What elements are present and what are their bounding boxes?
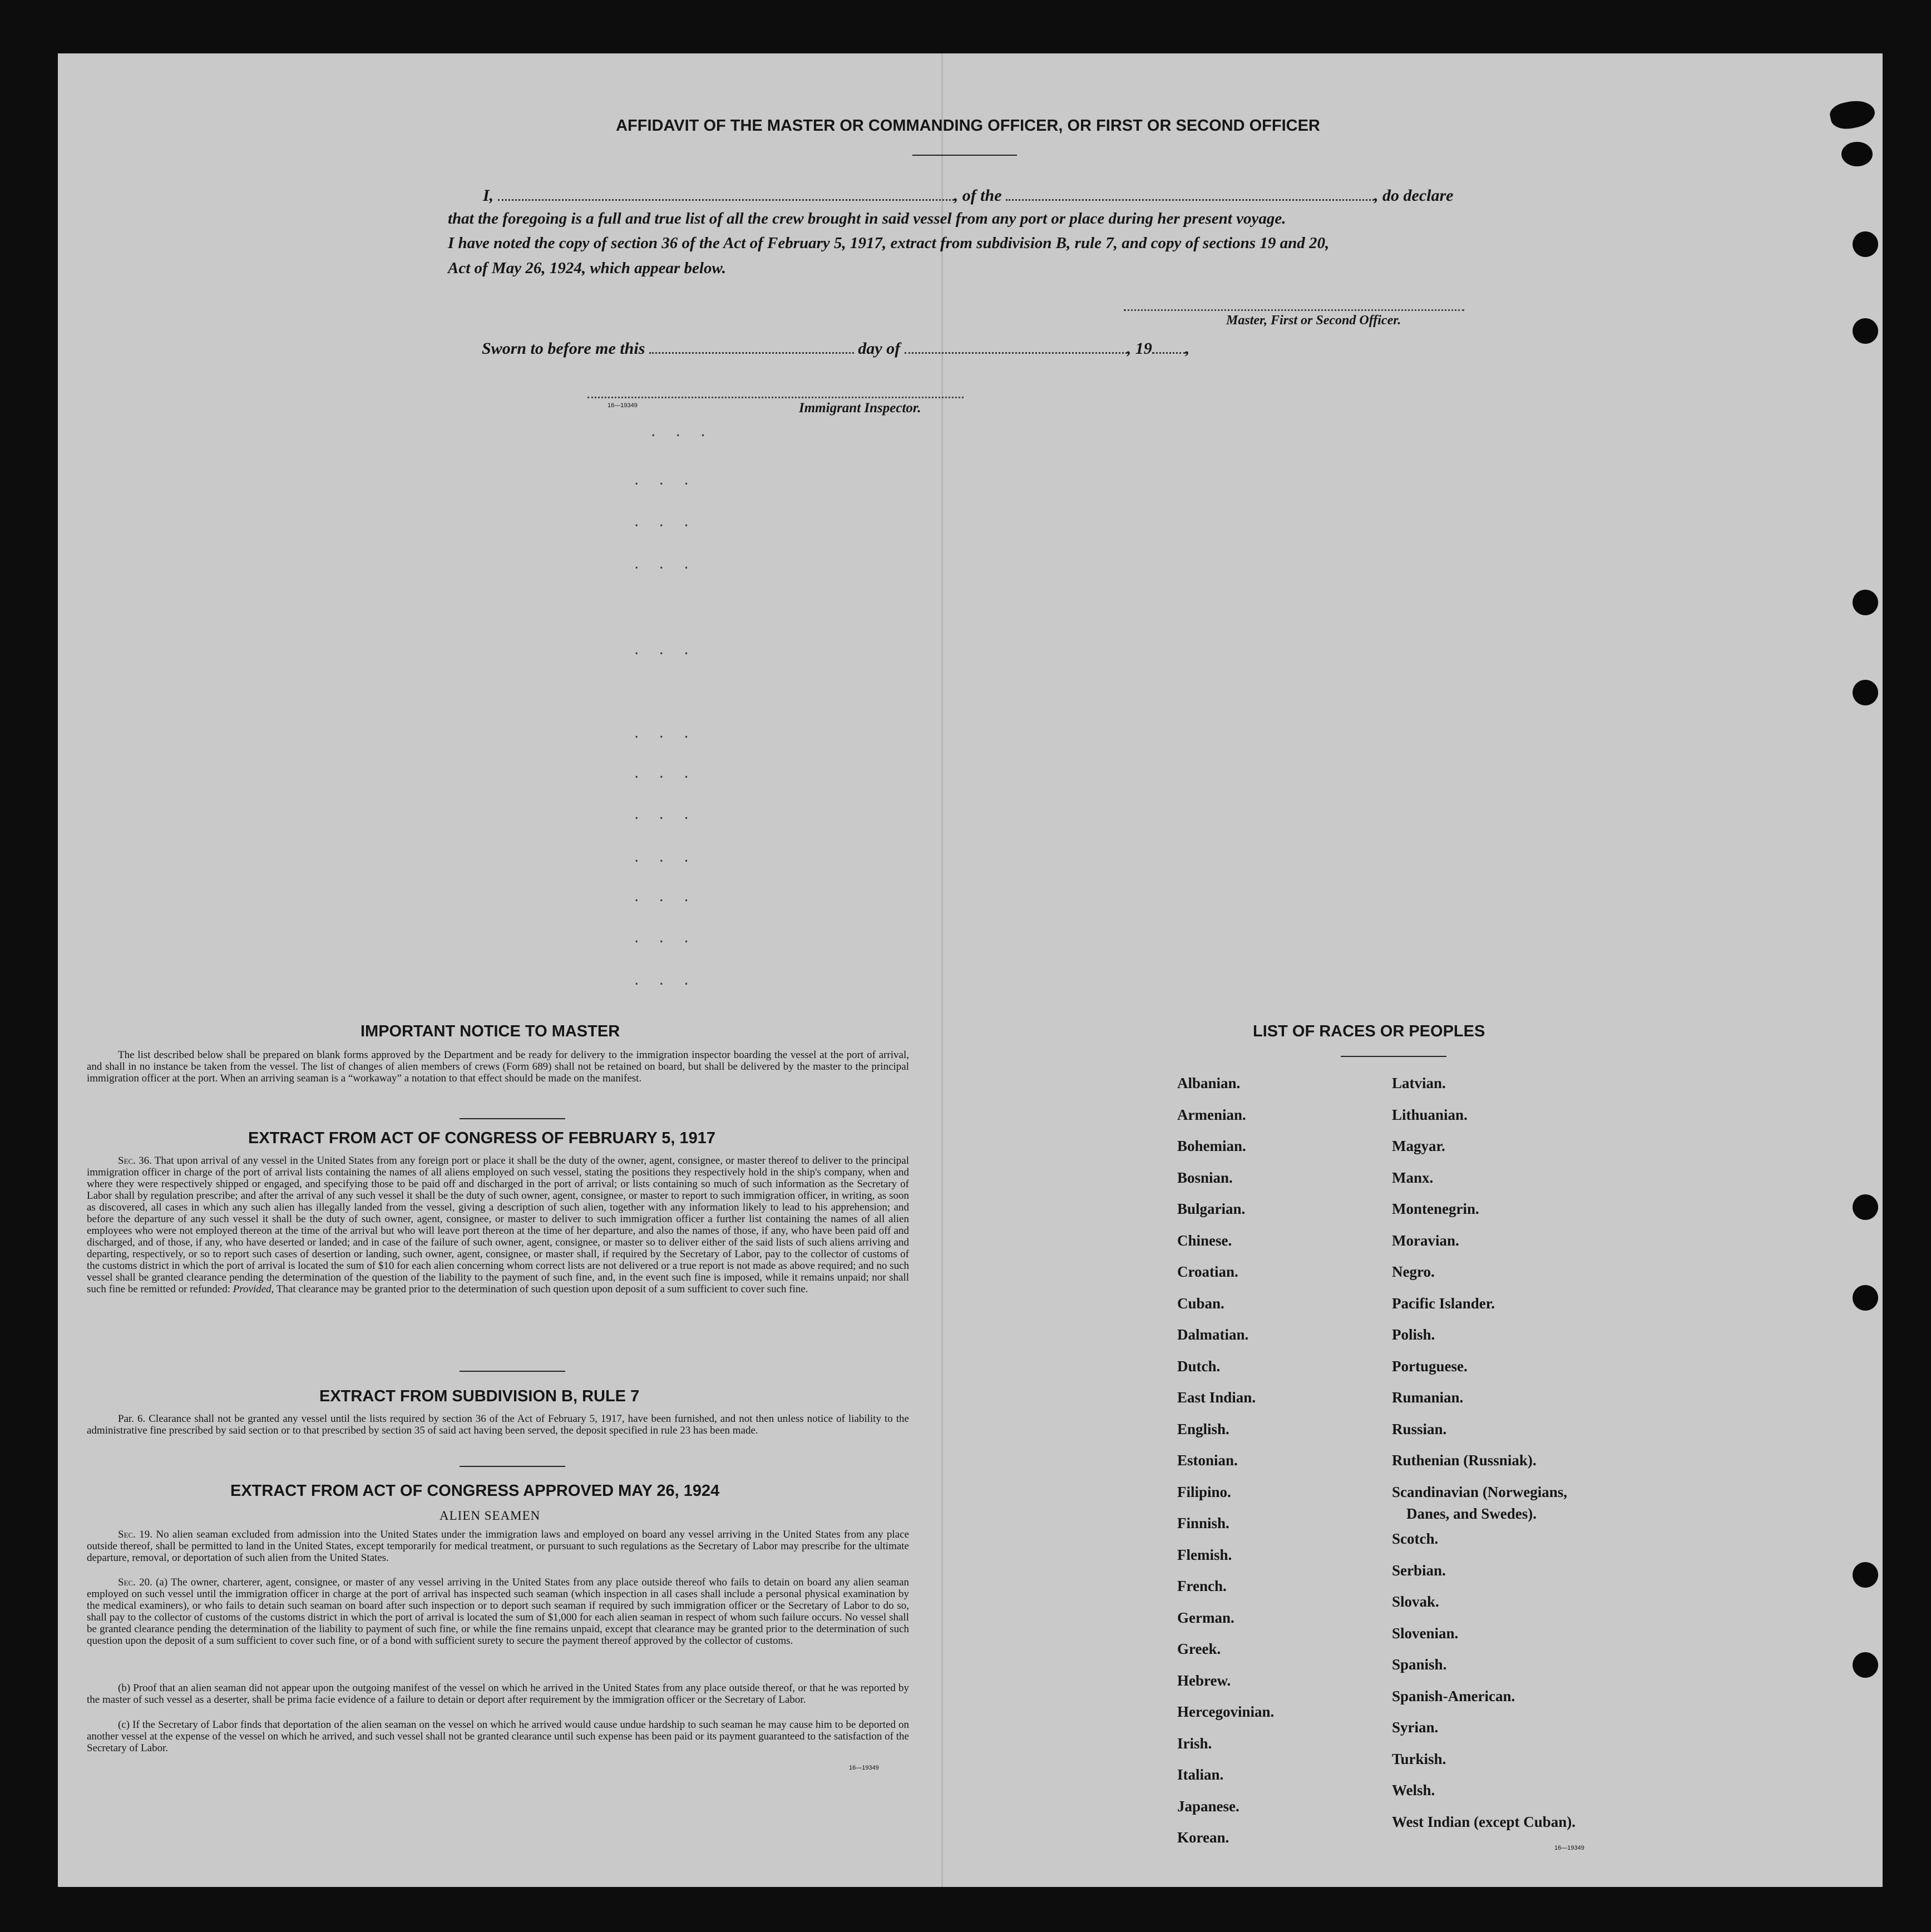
race-item-left: Albanian. [1177, 1075, 1241, 1091]
race-item-left: English. [1177, 1420, 1229, 1437]
race-item-left: Bulgarian. [1177, 1200, 1246, 1217]
sec-19-label: Sec. 19. [118, 1529, 153, 1540]
race-item-left: Bohemian. [1177, 1138, 1246, 1154]
sworn-line: Sworn to before me this day of , 19 , [482, 339, 1190, 358]
race-item-right: Moravian. [1392, 1232, 1459, 1249]
stray-mark: . . . [634, 847, 697, 866]
affidavit-title: AFFIDAVIT OF THE MASTER OR COMMANDING OFFICER, OR FIRST OR SECOND OFFICER [616, 117, 1320, 135]
extract-1917-title: EXTRACT FROM ACT OF CONGRESS OF FEBRUARY 5, 1917 [248, 1129, 716, 1147]
sworn-label: Sworn to before me this [482, 339, 645, 358]
extract-1924-title: EXTRACT FROM ACT OF CONGRESS APPROVED MAY 26, 1924 [230, 1482, 720, 1500]
stray-mark: . . . [634, 928, 697, 946]
race-item-left: Irish. [1177, 1735, 1212, 1752]
master-signature-field[interactable] [1124, 309, 1464, 311]
race-item-right: Slovak. [1392, 1593, 1439, 1610]
race-item-left: Italian. [1177, 1766, 1224, 1783]
race-item-left: Estonian. [1177, 1452, 1238, 1469]
of-the-label: , of the [954, 186, 1002, 205]
stray-mark: . . . [634, 640, 697, 658]
race-item-right: West Indian (except Cuban). [1392, 1813, 1576, 1830]
stray-mark: . . . [634, 554, 697, 572]
vessel-name-field[interactable] [1006, 186, 1374, 201]
race-item-right: Polish. [1392, 1326, 1435, 1343]
day-of-label: day of [858, 339, 901, 358]
race-item-right: Russian. [1392, 1420, 1447, 1437]
notice-body: The list described below shall be prepared on blank forms approved by the Department and be ready for delivery to the immigration inspector boarding the vessel at the port of arrival, and shall in no instance be taken from the vessel. The list of changes of alien members of crews (Form 689) shall not be retained on board, but shall be delivered by the master to the principal immigration officer at the port. When an arriving seaman is a “workaway” a notation to that effect should be made on the manifest. [87, 1049, 909, 1084]
inspector-label: Immigrant Inspector. [799, 401, 921, 416]
race-item-left: French. [1177, 1578, 1227, 1594]
race-item-left: Cuban. [1177, 1294, 1224, 1312]
race-item-left: East Indian. [1177, 1389, 1256, 1406]
race-item-right: Spanish. [1392, 1656, 1447, 1673]
binder-hole [1853, 1652, 1878, 1678]
extract-rule7-body: Par. 6. Clearance shall not be granted any vessel until the lists required by section 36 of the Act of February 5, 1917, have been furnished, and not then unless notice of liability to the administrative fine prescribed by said section or to that prescribed by section 35 of said act having been served, the deposit specified in rule 23 has been made. [87, 1413, 909, 1436]
master-signature-label: Master, First or Second Officer. [1226, 313, 1401, 328]
races-rule [1341, 1056, 1446, 1057]
sworn-month-field[interactable] [905, 340, 1127, 354]
i-label: I, [483, 186, 494, 205]
do-declare-label: , do declare [1374, 186, 1454, 205]
race-item-right: Serbian. [1392, 1562, 1446, 1579]
race-item-right: Welsh. [1392, 1782, 1435, 1799]
stray-mark: . . . [634, 887, 697, 905]
stray-mark: . . . [634, 512, 697, 530]
race-item-left: German. [1177, 1609, 1234, 1626]
extract-1917-body [87, 1155, 909, 1295]
race-item-right: Pacific Islander. [1392, 1294, 1495, 1312]
sec-19 [87, 1529, 909, 1564]
stray-mark: . . . [634, 763, 697, 782]
races-form-number: 16—19349 [1554, 1845, 1584, 1851]
sec-20-label: Sec. 20. [118, 1577, 152, 1588]
binder-hole [1853, 1194, 1878, 1220]
master-name-field[interactable] [498, 186, 954, 201]
race-item-right: Latvian. [1392, 1075, 1446, 1091]
affidavit-line-3: I have noted the copy of section 36 of the Act of February 5, 1917, extract from subdivision B, rule 7, and copy of sections 19 and 20, [448, 234, 1330, 252]
stray-mark: . . . [634, 723, 697, 742]
race-item-right: Scandinavian (Norwegians, [1392, 1483, 1568, 1500]
binder-hole [1853, 1285, 1878, 1311]
race-item-left: Bosnian. [1177, 1169, 1233, 1186]
inspector-signature-field[interactable] [587, 397, 964, 398]
race-item-right: Turkish. [1392, 1750, 1446, 1767]
race-item-left: Hebrew. [1177, 1672, 1231, 1689]
extract-form-number: 16—19349 [849, 1765, 879, 1771]
year-label: , 19 [1127, 339, 1152, 358]
page-fold [941, 53, 943, 1887]
race-item-right: Montenegrin. [1392, 1200, 1479, 1217]
race-item-right: Lithuanian. [1392, 1106, 1468, 1123]
provided-label: Provided, [233, 1283, 274, 1295]
binder-hole [1853, 590, 1878, 615]
race-item-left: Dutch. [1177, 1357, 1221, 1375]
affidavit-line-2: that the foregoing is a full and true list of all the crew brought in said vessel from any port or place during her present voyage. [448, 210, 1286, 228]
race-item-left: Greek. [1177, 1641, 1221, 1657]
sec-20c: (c) If the Secretary of Labor finds that deportation of the alien seaman on the vessel on which he arrived would cause undue hardship to such seaman he may cause him to be deported on another vessel at the expense of the vessel on which he arrived, and such vessel shall not be granted clearance until such expense has been paid or its payment guaranteed to the satisfaction of the Secretary of Labor. [87, 1719, 909, 1754]
sec-36-text: That upon arrival of any vessel in the United States from any foreign port or place it shall be the duty of the owner, agent, consignee, or master thereof to deliver to the principal immigration officer in charge of the port of arrival lists containing the names of all aliens employed on such vessel, stating the positions they respectively hold in the ship's company, when and where they were respectively shipped or engaged, and specifying those to be paid off and discharged in the port of arrival; or lists containing so much of such information as the Secretary of Labor shall by regulation prescribe; and after the arrival of any such vessel it shall be the duty of such owner, agent, consignee, or master to report to such immigration officer, in writing, as soon as discovered, all cases in which any such alien has illegally landed from the vessel, giving a description of such alien, together with any information likely to lead to his apprehension; and before the departure of any such vessel it shall be the duty of such owner, agent, consignee, or master to deliver to such immigration officer a further list containing the names of all alien employees who were not employed thereon at the time of the arrival but who will leave port thereon at the time of her departure, and also the names of those, if any, who have been paid off and discharged, and of those, if any, who have deserted or landed; and in case of the failure of such owner, agent, consignee, or master so to deliver either of the said lists of such aliens arriving and departing, respectively, or so to report such cases of desertion or landing, such owner, agent, consignee, or master shall, if required by the Secretary of Labor, pay to the collector of customs of the customs district in which the port of arrival is located the sum of $10 for each alien concerning whom correct lists are not delivered or a true report is not made as above required; and no such vessel shall be granted clearance pending the determination of the question of the liability to the payment of such fine, and, in the event such fine is imposed, while it remains unpaid; nor shall such fine be remitted or refunded: [87, 1155, 909, 1295]
binder-hole [1853, 231, 1878, 257]
race-item-right: Portuguese. [1392, 1357, 1468, 1375]
title-rule [912, 155, 1017, 156]
race-item-left: Flemish. [1177, 1546, 1232, 1563]
race-item-right: Syrian. [1392, 1719, 1439, 1736]
race-item-left: Japanese. [1177, 1797, 1239, 1815]
race-item-left: Finnish. [1177, 1515, 1229, 1531]
extract-rule7-title: EXTRACT FROM SUBDIVISION B, RULE 7 [319, 1387, 640, 1405]
race-item-right: Scotch. [1392, 1530, 1439, 1548]
race-item-left: Armenian. [1177, 1106, 1246, 1123]
race-item-right: Negro. [1392, 1263, 1435, 1280]
sec-36-text-end: That clearance may be granted prior to the determination of such question upon deposit of a sum sufficient to cover such fine. [276, 1283, 808, 1295]
affidavit-form-number: 16—19349 [608, 402, 638, 409]
race-item-left: Korean. [1177, 1829, 1229, 1846]
sworn-day-field[interactable] [649, 340, 854, 354]
race-item-left: Dalmatian. [1177, 1326, 1249, 1343]
stray-mark: . . . [634, 470, 697, 488]
race-item-right: Magyar. [1392, 1138, 1445, 1154]
extract-1924-subtitle: ALIEN SEAMEN [439, 1509, 541, 1523]
race-item-right: Manx. [1392, 1169, 1434, 1186]
races-title: LIST OF RACES OR PEOPLES [1253, 1022, 1485, 1040]
binder-hole [1853, 318, 1878, 344]
notice-rule [460, 1118, 565, 1119]
race-item-left: Hercegovinian. [1177, 1703, 1275, 1720]
race-item-right: Spanish-American. [1392, 1687, 1515, 1704]
extract-rule7-rule [460, 1466, 565, 1467]
sec-20b: (b) Proof that an alien seaman did not appear upon the outgoing manifest of the vessel on which he arrived in the United States from any place outside thereof, or that he was reported by the master of such vessel as a deserter, shall be prima facie evidence of a failure to detain or deport after requirement by the immigration officer or the Secretary of Labor. [87, 1682, 909, 1706]
sec-36-label: Sec. 36. [118, 1155, 152, 1167]
affidavit-declaration-line [483, 186, 1490, 205]
sec-19-text: No alien seaman excluded from admission into the United States under the immigration laws and employed on board any vessel arriving in the United States from any place outside thereof, shall be permitted to land in the United States, except temporarily for medical treatment, or pursuant to such regulations as the Secretary of Labor may prescribe for the ultimate departure, removal, or deportation of such alien from the United States. [87, 1529, 910, 1564]
extract-1917-rule [460, 1371, 565, 1372]
sworn-year-field[interactable] [1152, 340, 1186, 354]
race-item-left: Filipino. [1177, 1483, 1231, 1500]
stray-mark: . . . [634, 970, 697, 989]
race-item-right: Rumanian. [1392, 1389, 1464, 1406]
stray-mark: . . . [651, 422, 713, 440]
punch-mark [1841, 142, 1873, 166]
sec-20a [87, 1577, 909, 1647]
binder-hole [1853, 680, 1878, 705]
race-item-right-cont: Danes, and Swedes). [1406, 1505, 1537, 1522]
affidavit-line-4: Act of May 26, 1924, which appear below. [448, 259, 726, 277]
binder-hole [1853, 1562, 1878, 1588]
race-item-right: Ruthenian (Russniak). [1392, 1452, 1537, 1469]
stray-mark: . . . [634, 804, 697, 823]
race-item-left: Chinese. [1177, 1232, 1232, 1249]
race-item-left: Croatian. [1177, 1263, 1238, 1280]
sec-20a-text: (a) The owner, charterer, agent, consignee, or master of any vessel arriving in the United States from any place outside thereof who fails to detain on board any alien seaman employed on such vessel until the immigration officer in charge at the port of arrival has inspected such seaman (which inspection in all cases shall include a personal physical examination by the medical examiners), or who fails to detain such seaman on board after such inspection or to deport such seaman if required by such immigration officer or the Secretary of Labor to do so, shall pay to the collector of customs of the customs district in which the port of arrival is located the sum of $1,000 for each alien seaman in respect of whom such failure occurs. No vessel shall be granted clearance pending the determination of the liability to payment of such fine, or while the fine remains unpaid, except that clearance may be granted prior to the determination of such question upon the deposit of a sum sufficient to cover such fine, or of a bond with sufficient surety to secure the payment thereof approved by the collector of customs. [87, 1577, 910, 1647]
race-item-right: Slovenian. [1392, 1624, 1459, 1642]
notice-title: IMPORTANT NOTICE TO MASTER [360, 1022, 620, 1040]
